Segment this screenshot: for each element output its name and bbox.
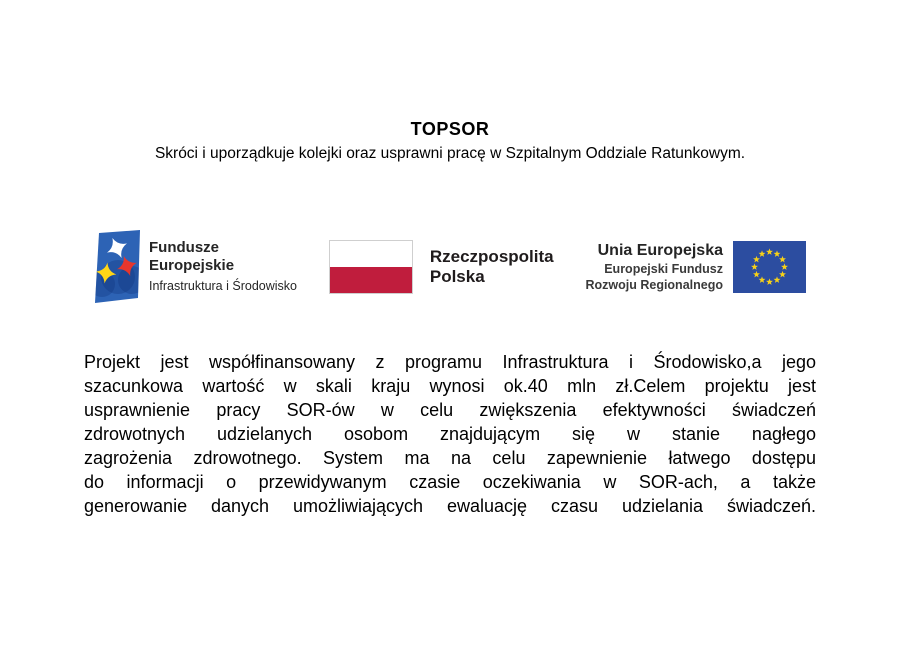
fundusze-program-name: Infrastruktura i Środowisko bbox=[149, 279, 297, 293]
fundusze-name-line1: Fundusze bbox=[149, 239, 219, 256]
funding-logo-strip bbox=[94, 229, 806, 304]
paragraph-line: szacunkowa wartość w skali kraju wynosi ok.40 mln zł.Celem projektu jest bbox=[84, 376, 816, 396]
page-title: TOPSOR bbox=[410, 119, 490, 139]
poland-flag-icon bbox=[329, 240, 413, 294]
paragraph-line: zdrowotnych udzielanych osobom znajdującym się w stanie nagłego bbox=[84, 424, 816, 444]
unia-fund-line1: Europejski Fundusz bbox=[604, 261, 723, 276]
paragraph-line: generowanie danych umożliwiających ewaluację czasu udzielania świadczeń. bbox=[84, 496, 816, 516]
polska-name-line2: Polska bbox=[429, 266, 485, 286]
logo-rzeczpospolita-polska bbox=[329, 240, 554, 294]
poland-flag-white-stripe bbox=[330, 241, 412, 267]
fundusze-europejskie-text bbox=[149, 239, 297, 294]
unia-fund-line2: Rozwoju Regionalnego bbox=[585, 277, 723, 292]
body-paragraph bbox=[84, 350, 816, 518]
logo-unia-europejska bbox=[585, 241, 806, 293]
page-subtitle: Skróci i uporządkuje kolejki oraz usprawni pracę w Szpitalnym Oddziale Ratunkowym. bbox=[154, 145, 746, 162]
paragraph-line: usprawnienie pracy SOR-ów w celu zwiększenia efektywności świadczeń bbox=[84, 400, 816, 420]
poland-flag-red-stripe bbox=[330, 267, 412, 293]
rzeczpospolita-polska-text bbox=[430, 247, 554, 287]
unia-europejska-text bbox=[585, 241, 723, 293]
paragraph-line: zagrożenia zdrowotnego. System ma na celu zapewnienie łatwego dostępu bbox=[84, 448, 816, 468]
fundusze-europejskie-flag-icon bbox=[94, 229, 140, 304]
unia-name: Unia Europejska bbox=[597, 241, 723, 259]
paragraph-line: Projekt jest współfinansowany z programu Infrastruktura i Środowisko,a jego bbox=[84, 352, 816, 372]
logo-fundusze-europejskie bbox=[94, 229, 297, 304]
paragraph-line: do informacji o przewidywanym czasie oczekiwania w SOR-ach, a także bbox=[84, 472, 816, 492]
eu-flag-icon bbox=[733, 241, 806, 293]
fundusze-name-line2: Europejskie bbox=[149, 257, 235, 274]
polska-name-line1: Rzeczpospolita bbox=[429, 246, 554, 266]
